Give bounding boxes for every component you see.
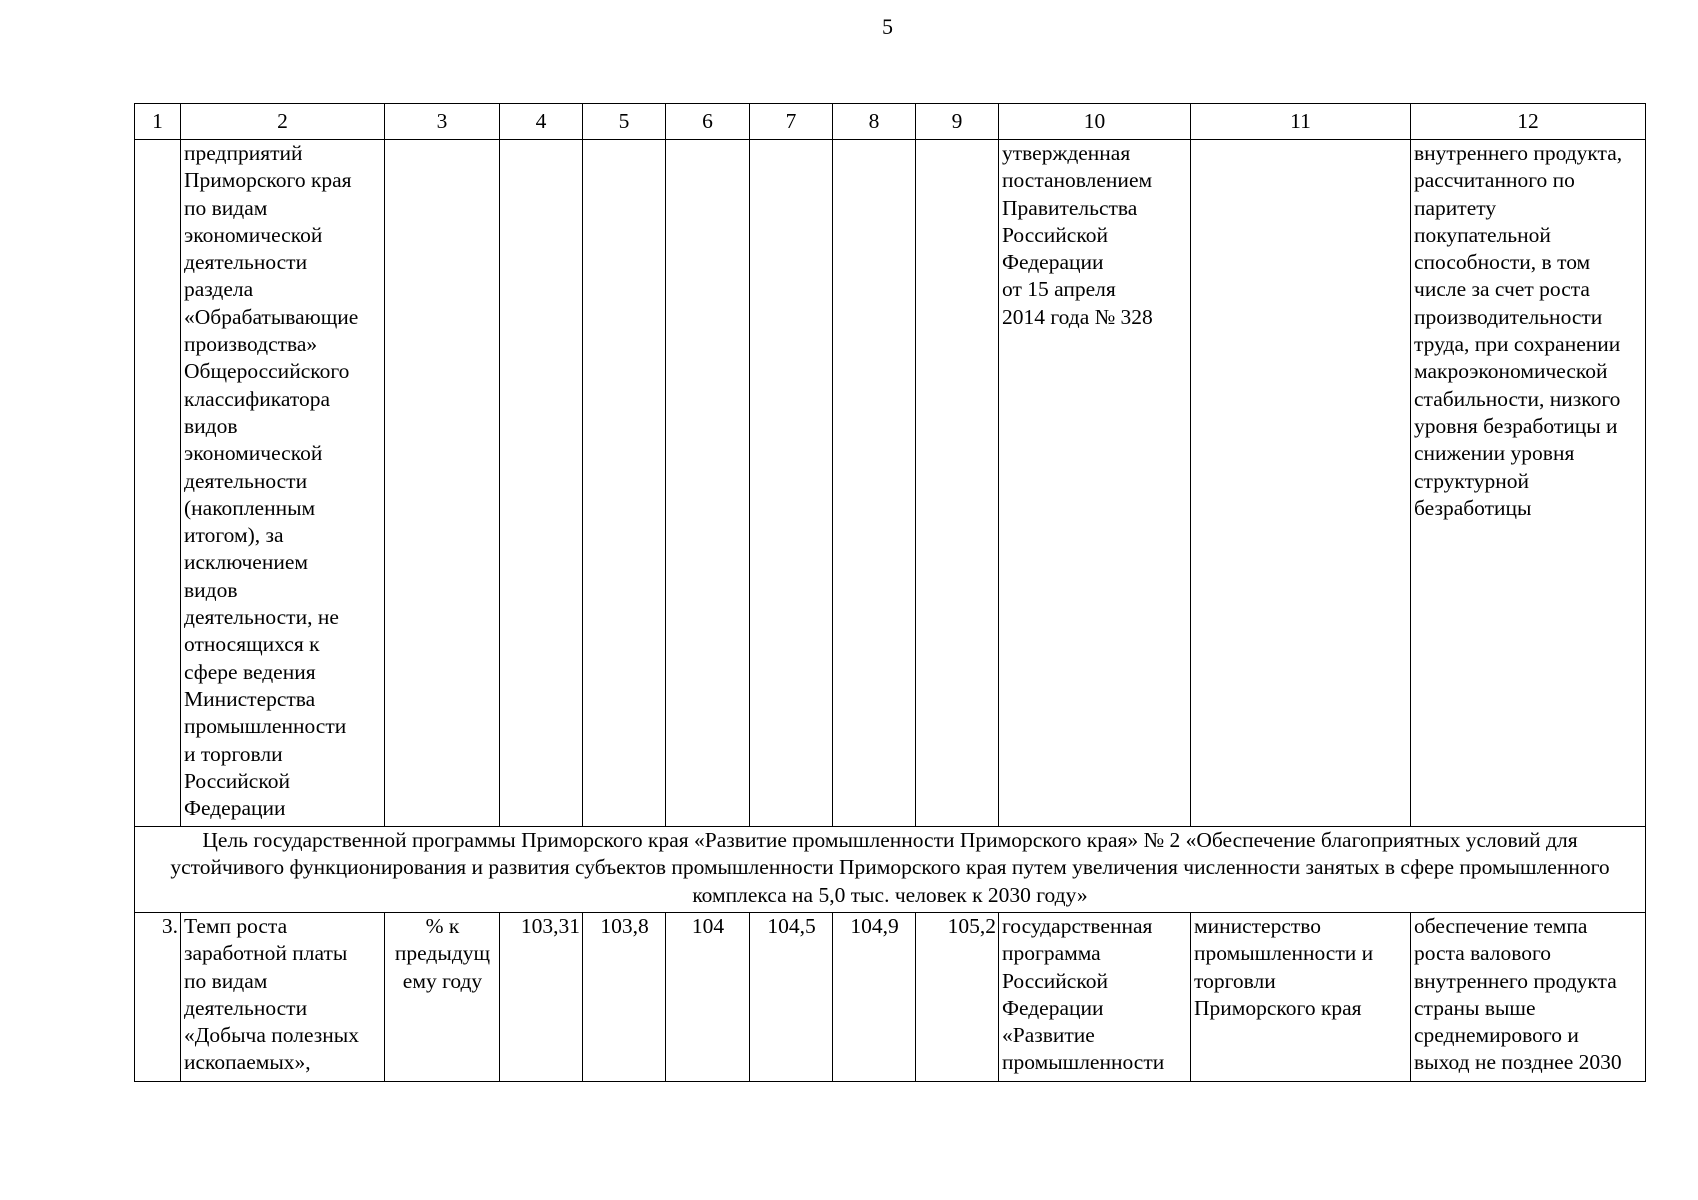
header-cell: 4: [500, 104, 583, 140]
header-cell: 5: [583, 104, 666, 140]
value-cell: 104,5: [750, 913, 833, 1082]
table-row: [135, 140, 1646, 827]
header-cell: 12: [1411, 104, 1646, 140]
header-cell: 1: [135, 104, 181, 140]
value-cell: [500, 140, 583, 827]
row-number-cell: 3.: [135, 913, 181, 1082]
indicator-cell: Темп роста заработной платы по видам деятельности «Добыча полезных ископаемых»,: [181, 913, 385, 1082]
value-cell: [916, 140, 999, 827]
header-cell: 6: [666, 104, 750, 140]
value-cell: 105,2: [916, 913, 999, 1082]
header-cell: 10: [999, 104, 1191, 140]
responsible-cell: [1191, 140, 1411, 827]
unit-cell: % к предыдущ ему году: [385, 913, 500, 1082]
responsible-cell: министерство промышленности и торговли Приморского края: [1191, 913, 1411, 1082]
goal-cell: внутреннего продукта, рассчитанного по паритету покупательной способности, в том числе за счет роста производительности труда, при сохранении макроэкономической стабильности, низкого уровня безработицы и снижении уровня структурной безработицы: [1411, 140, 1646, 827]
unit-cell: [385, 140, 500, 827]
header-row: [135, 104, 1646, 140]
row-number-cell: [135, 140, 181, 827]
page-number: 5: [882, 14, 893, 39]
value-cell: 104,9: [833, 913, 916, 1082]
program-goal-text: Цель государственной программы Приморского края «Развитие промышленности Приморского края» № 2 «Обеспечение благоприятных условий для устойчивого функционирования и развития субъектов промышленности Приморского края путем увеличения численности занятых в сфере промышленного комплекса на 5,0 тыс. человек к 2030 году»: [135, 827, 1646, 913]
program-goal-row: [135, 827, 1646, 913]
indicators-table: [134, 103, 1646, 1082]
value-cell: [833, 140, 916, 827]
value-cell: [583, 140, 666, 827]
header-cell: 11: [1191, 104, 1411, 140]
value-cell: [666, 140, 750, 827]
header-cell: 9: [916, 104, 999, 140]
value-cell: 104: [666, 913, 750, 1082]
source-cell: утвержденная постановлением Правительства Российской Федерации от 15 апреля 2014 года № 328: [999, 140, 1191, 827]
value-cell: 103,8: [583, 913, 666, 1082]
source-cell: государственная программа Российской Федерации «Развитие промышленности: [999, 913, 1191, 1082]
indicator-cell: предприятий Приморского края по видам экономической деятельности раздела «Обрабатывающие производства» Общероссийского классификатора видов экономической деятельности (накопленным итогом), за исключением видов деятельности, не относящихся к сфере ведения Министерства промышленности и торговли Российской Федерации: [181, 140, 385, 827]
value-cell: [750, 140, 833, 827]
header-cell: 2: [181, 104, 385, 140]
header-cell: 8: [833, 104, 916, 140]
goal-cell: обеспечение темпа роста валового внутреннего продукта страны выше среднемирового и выход не позднее 2030: [1411, 913, 1646, 1082]
value-cell: 103,31: [500, 913, 583, 1082]
header-cell: 7: [750, 104, 833, 140]
table-row: [135, 913, 1646, 1082]
header-cell: 3: [385, 104, 500, 140]
